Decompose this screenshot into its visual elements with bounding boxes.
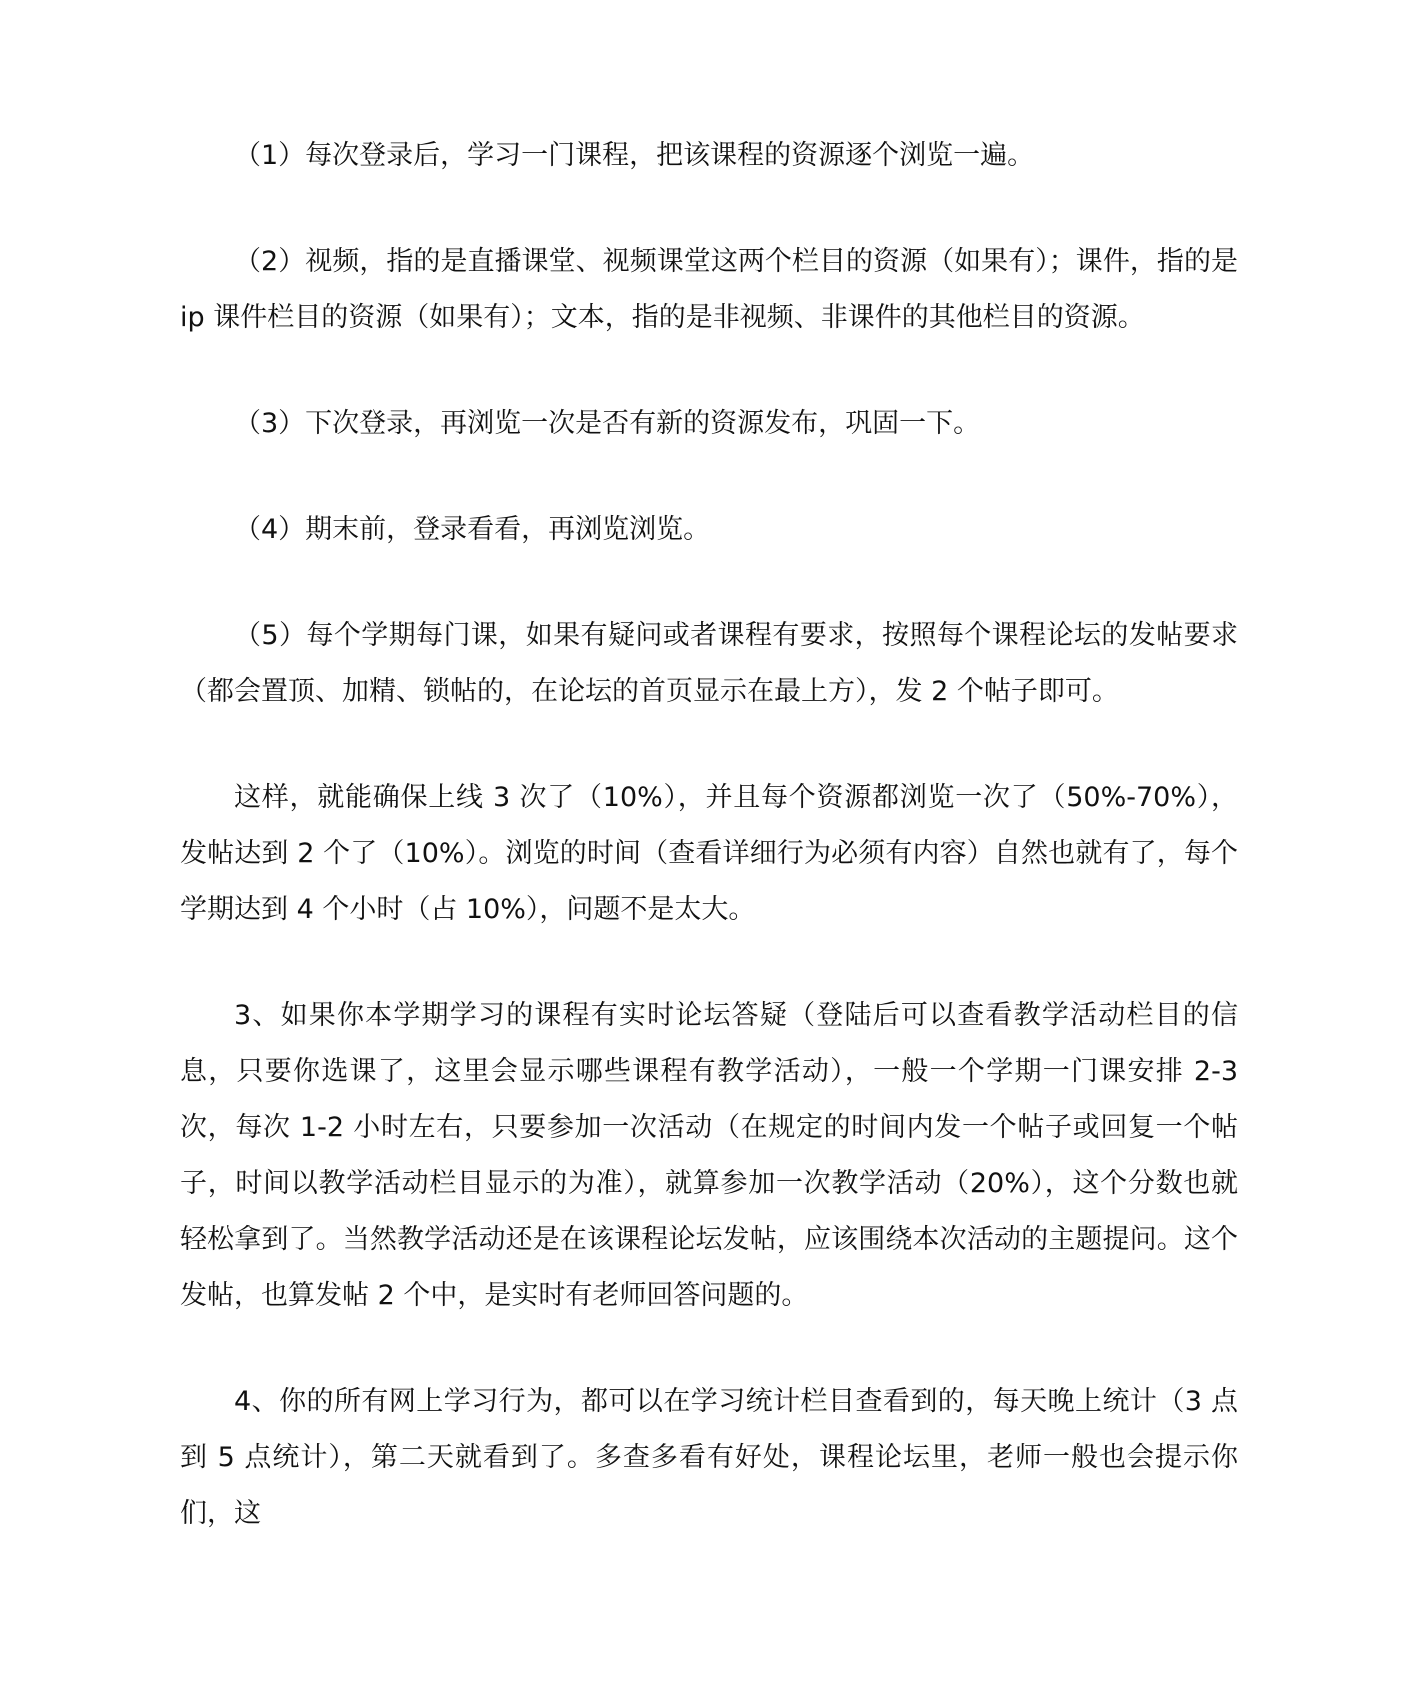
paragraph-5: （5）每个学期每门课，如果有疑问或者课程有要求，按照每个课程论坛的发帖要求（都会置顶、加精、锁帖的，在论坛的首页显示在最上方），发 2 个帖子即可。 bbox=[180, 620, 1238, 707]
paragraph-1: （1）每次登录后，学习一门课程，把该课程的资源逐个浏览一遍。 bbox=[234, 140, 1035, 171]
document-body bbox=[180, 128, 1238, 1542]
paragraph-6: 这样，就能确保上线 3 次了（10%），并且每个资源都浏览一次了（50%-70%），发帖达到 2 个了（10%）。浏览的时间（查看详细行为必须有内容）自然也就有了，每个学期达到 4 个小时（占 10%），问题不是太大。 bbox=[180, 782, 1238, 925]
paragraph-7: 3、如果你本学期学习的课程有实时论坛答疑（登陆后可以查看教学活动栏目的信息，只要你选课了，这里会显示哪些课程有教学活动），一般一个学期一门课安排 2-3 次，每次 1-2 小时左右，只要参加一次活动（在规定的时间内发一个帖子或回复一个帖子，时间以教学活动栏目显示的为准），就算参加一次教学活动（20%），这个分数也就轻松拿到了。当然教学活动还是在该课程论坛发帖，应该围绕本次活动的主题提问。这个发帖，也算发帖 2 个中，是实时有老师回答问题的。 bbox=[180, 1000, 1238, 1311]
paragraph-8: 4、你的所有网上学习行为，都可以在学习统计栏目查看到的，每天晚上统计（3 点到 5 点统计），第二天就看到了。多查多看有好处，课程论坛里，老师一般也会提示你们，这 bbox=[180, 1386, 1238, 1529]
paragraph-3: （3）下次登录，再浏览一次是否有新的资源发布，巩固一下。 bbox=[234, 408, 981, 439]
paragraph-4: （4）期末前，登录看看，再浏览浏览。 bbox=[234, 514, 711, 545]
paragraph-2: （2）视频，指的是直播课堂、视频课堂这两个栏目的资源（如果有）；课件，指的是ip 课件栏目的资源（如果有）；文本，指的是非视频、非课件的其他栏目的资源。 bbox=[180, 246, 1238, 333]
